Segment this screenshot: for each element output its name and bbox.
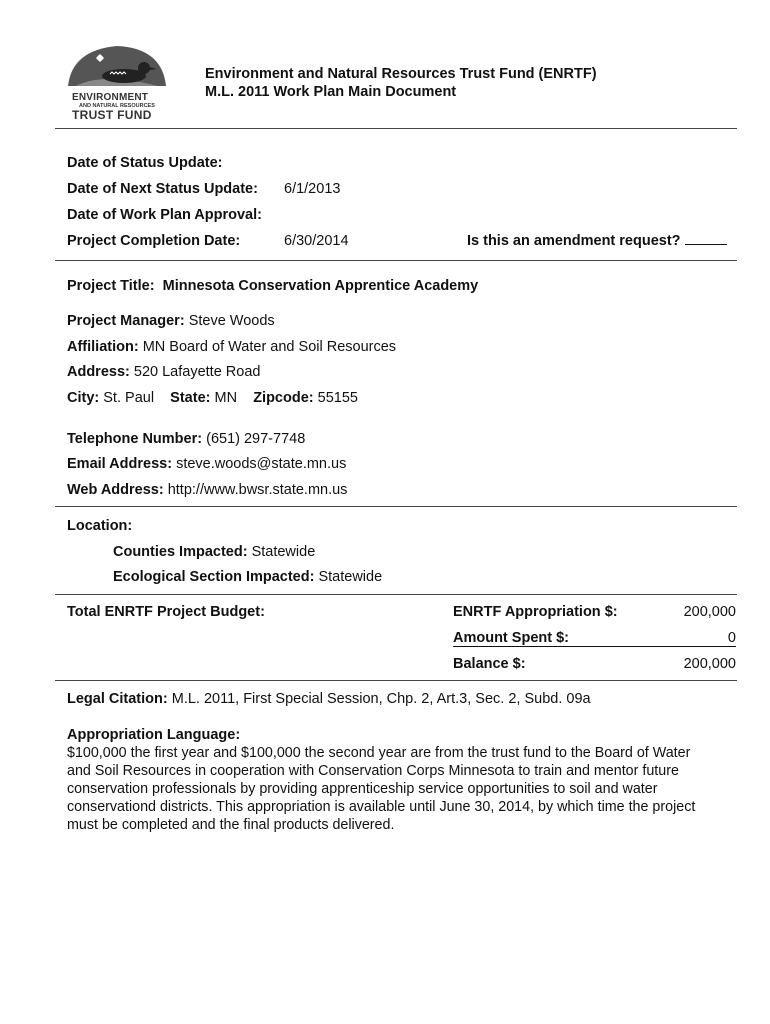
eco-value: Statewide: [318, 569, 383, 585]
document-title: Environment and Natural Resources Trust Fund (ENRTF): [205, 66, 597, 82]
spent-value: 0: [727, 630, 736, 646]
phone-label: Telephone Number:: [67, 431, 203, 447]
project-title-value: Minnesota Conservation Apprentice Academy: [162, 278, 479, 294]
eco-label: Ecological Section Impacted:: [113, 569, 315, 585]
balance-label: Balance $:: [453, 656, 526, 672]
address-row: [67, 363, 260, 381]
location-label: Location:: [67, 518, 133, 534]
logo-line3: TRUST FUND: [72, 108, 152, 122]
manager-label: Project Manager:: [67, 313, 185, 329]
address-label: Address:: [67, 364, 130, 380]
city-row: [67, 389, 358, 407]
appropriation-label: ENRTF Appropriation $:: [453, 604, 618, 620]
amendment-blank-field[interactable]: [685, 232, 727, 245]
phone-row: [67, 430, 305, 448]
affiliation-value: MN Board of Water and Soil Resources: [142, 339, 397, 355]
legal-row: [67, 690, 591, 708]
email-row: [67, 455, 346, 473]
approval-label: Date of Work Plan Approval:: [67, 207, 262, 223]
email-value[interactable]: steve.woods@state.mn.us: [176, 456, 347, 472]
counties-row: [113, 543, 315, 561]
city-label: City:: [67, 390, 100, 406]
manager-value: Steve Woods: [188, 313, 275, 329]
web-row: [67, 481, 347, 499]
counties-label: Counties Impacted:: [113, 544, 248, 560]
eco-row: [113, 568, 382, 586]
web-value[interactable]: http://www.bwsr.state.mn.us: [167, 482, 348, 498]
appropriation-value: 200,000: [683, 604, 736, 620]
next-status-value: 6/1/2013: [284, 181, 341, 197]
affiliation-label: Affiliation:: [67, 339, 139, 355]
completion-label: Project Completion Date:: [67, 233, 241, 249]
web-label: Web Address:: [67, 482, 164, 498]
spent-label: Amount Spent $:: [453, 630, 569, 646]
email-label: Email Address:: [67, 456, 173, 472]
zip-value: 55155: [317, 390, 358, 406]
appropriation-language-label: Appropriation Language:: [67, 727, 241, 743]
budget-label: Total ENRTF Project Budget:: [67, 604, 265, 620]
budget-underline: [453, 646, 736, 647]
address-value: 520 Lafayette Road: [133, 364, 261, 380]
amendment-label: Is this an amendment request?: [467, 233, 681, 249]
zip-label: Zipcode:: [253, 390, 314, 406]
legal-value: M.L. 2011, First Special Session, Chp. 2, Art.3, Sec. 2, Subd. 09a: [171, 691, 591, 707]
divider: [55, 594, 737, 595]
completion-value: 6/30/2014: [284, 233, 349, 249]
counties-value: Statewide: [251, 544, 316, 560]
project-title-label: Project Title:: [67, 278, 155, 294]
next-status-label: Date of Next Status Update:: [67, 181, 258, 197]
affiliation-row: [67, 338, 396, 356]
state-label: State:: [170, 390, 211, 406]
state-value: MN: [214, 390, 238, 406]
logo-line2: AND NATURAL RESOURCES: [79, 103, 155, 109]
city-value: St. Paul: [103, 390, 155, 406]
project-title-row: [67, 277, 478, 295]
phone-value: (651) 297-7748: [206, 431, 306, 447]
divider: [55, 128, 737, 129]
divider: [55, 260, 737, 261]
status-update-label: Date of Status Update:: [67, 155, 223, 171]
document-subtitle: M.L. 2011 Work Plan Main Document: [205, 84, 457, 100]
logo-line1: ENVIRONMENT: [72, 92, 149, 103]
appropriation-language-text: $100,000 the first year and $100,000 the second year are from the trust fund to the Board of Water and Soil Resources in cooperation with Conservation Corps Minnesota to train and mentor future conservation professionals by providing apprenticeship service opportunities to soil and water conservationd districts. This appropriation is available until June 30, 2014, by which time the project must be completed and the final products delivered.: [67, 745, 696, 833]
balance-value: 200,000: [683, 656, 736, 672]
divider: [55, 680, 737, 681]
amendment-question: [467, 232, 727, 250]
manager-row: [67, 312, 275, 330]
legal-label: Legal Citation:: [67, 691, 168, 707]
divider: [55, 506, 737, 507]
